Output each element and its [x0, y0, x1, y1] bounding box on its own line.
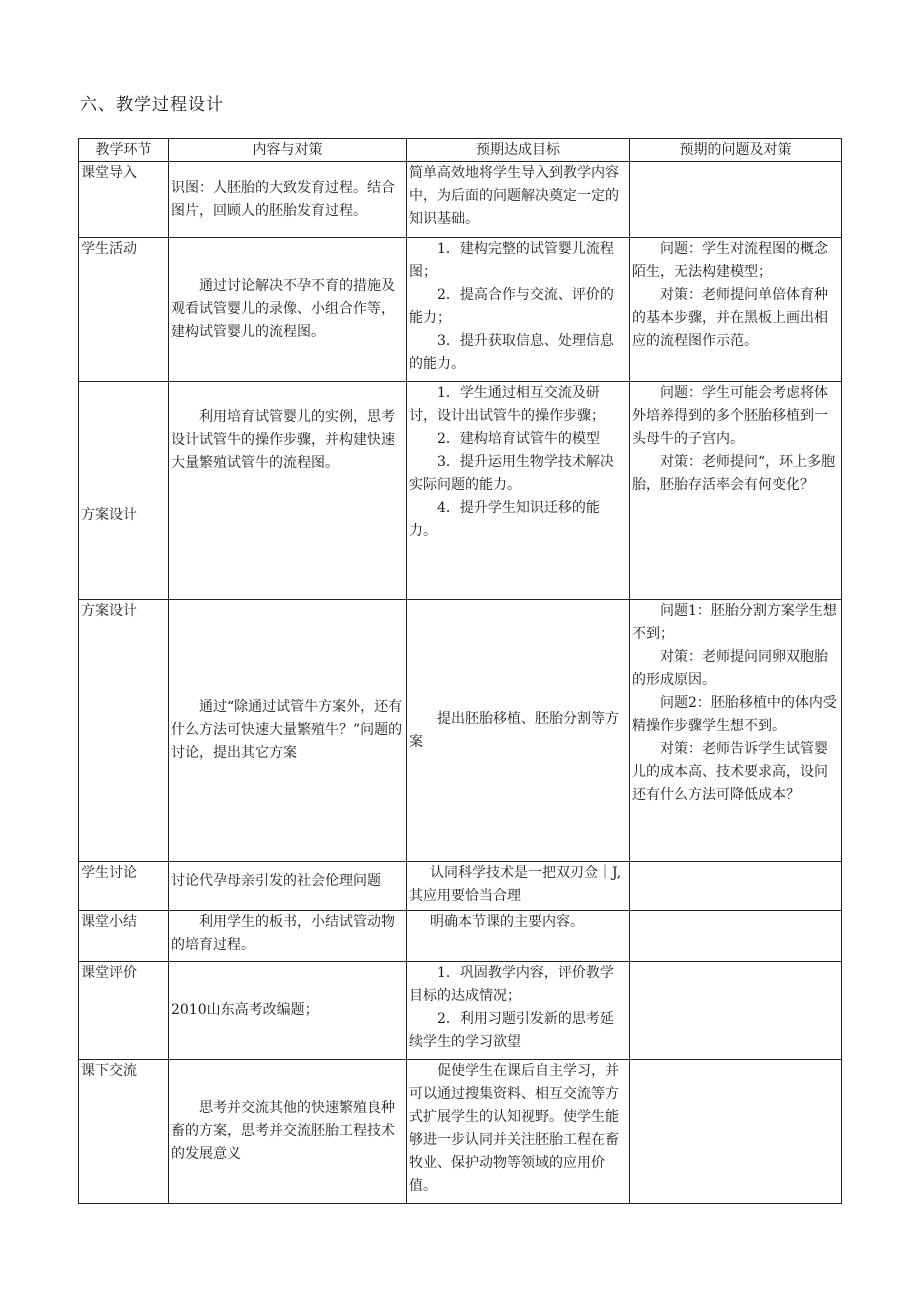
goal-text: 简单高效地将学生导入到教学内容中，为后面的问题解决奠定一定的知识基础。 — [409, 165, 619, 227]
issue-text: 问题2：胚胎移植中的体内受精操作步骤学生想不到。 — [632, 695, 837, 734]
stage-cell: 方案设计 — [79, 382, 169, 600]
goal-text: 促使学生在课后自主学习，并可以通过搜集资料、相互交流等方式扩展学生的认知视野。使学生能够进一步认同并关注胚胎工程在畜牧业、保护动物等领域的应用价值。 — [409, 1063, 619, 1194]
content-cell — [169, 238, 407, 382]
goals-cell — [407, 1060, 630, 1204]
issue-text: 对策：老师提问“，环上多胞胎，胚胎存活率会有何变化？ — [632, 454, 836, 493]
teaching-process-table — [78, 138, 842, 1204]
stage-cell: 课堂小结 — [79, 911, 169, 962]
content-cell — [169, 1060, 407, 1204]
issues-cell — [630, 382, 842, 600]
goals-cell — [407, 862, 630, 911]
content-text: 利用培育试管婴儿的实例，思考设计试管牛的操作步骤，并构建快速大量繁殖试管牛的流程图。 — [171, 409, 395, 471]
goals-cell — [407, 911, 630, 962]
content-cell — [169, 911, 407, 962]
content-text: 2010山东高考改编题； — [171, 1002, 319, 1018]
issue-text: 问题1：胚胎分割方案学生想不到； — [632, 603, 837, 642]
issue-text: 对策：老师提问单倍体育种的基本步骤，并在黑板上画出相应的流程图作示范。 — [632, 287, 828, 349]
goals-cell — [407, 382, 630, 600]
goal-text: 明确本节课的主要内容。 — [430, 914, 584, 930]
goal-text: 1．学生通过相互交流及研讨，设计出试管牛的操作步骤； — [409, 385, 605, 424]
goal-text: 2．建构培育试管牛的模型 — [437, 431, 600, 447]
stage-cell: 课下交流 — [79, 1060, 169, 1204]
table-row — [79, 162, 842, 238]
table-row — [79, 862, 842, 911]
table-row — [79, 1060, 842, 1204]
table-row — [79, 238, 842, 382]
header-content: 内容与对策 — [169, 139, 407, 162]
issues-cell — [630, 911, 842, 962]
content-cell — [169, 862, 407, 911]
goal-text: 2．提高合作与交流、评价的能力； — [409, 287, 614, 326]
issues-cell — [630, 862, 842, 911]
content-cell — [169, 600, 407, 862]
goal-text: 4．提升学生知识迁移的能力。 — [409, 500, 600, 539]
table-row — [79, 962, 842, 1060]
goals-cell — [407, 238, 630, 382]
stage-cell: 学生活动 — [79, 238, 169, 382]
goal-text: 2．利用习题引发新的思考延续学生的学习欲望 — [409, 1011, 614, 1050]
table-header-row — [79, 139, 842, 162]
content-cell — [169, 962, 407, 1060]
header-stage: 教学环节 — [79, 139, 169, 162]
content-cell — [169, 162, 407, 238]
goal-text: 1．建构完整的试管婴儿流程图； — [409, 241, 614, 280]
issue-text: 对策：老师提问同卵双胞胎的形成原因。 — [632, 649, 828, 688]
issue-text: 对策：老师告诉学生试管婴儿的成本高、技术要求高，设问还有什么方法可降低成本？ — [632, 741, 828, 803]
goal-text: 3．提升运用生物学技术解决实际问题的能力。 — [409, 454, 614, 493]
goals-cell — [407, 600, 630, 862]
table-row — [79, 600, 842, 862]
issue-text: 问题：学生可能会考虑将体外培养得到的多个胚胎移植到一头母牛的子宫内。 — [632, 385, 828, 447]
stage-cell: 学生讨论 — [79, 862, 169, 911]
content-text: 识图：人胚胎的大致发育过程。结合图片，回顾人的胚胎发育过程。 — [171, 179, 395, 219]
stage-cell: 课堂评价 — [79, 962, 169, 1060]
content-text: 通过讨论解决不孕不育的措施及观看试管婴儿的录像、小组合作等，建构试管婴儿的流程图。 — [171, 278, 395, 340]
goals-cell — [407, 962, 630, 1060]
goal-text: 提出胚胎移植、胚胎分割等方案 — [409, 710, 619, 750]
content-text: 利用学生的板书，小结试管动物的培育过程。 — [171, 914, 395, 953]
issue-text: 问题：学生对流程图的概念陌生，无法构建模型； — [632, 241, 828, 280]
content-text: 讨论代孕母亲引发的社会伦理问题 — [171, 873, 381, 889]
content-text: 思考并交流其他的快速繁殖良种畜的方案，思考并交流胚胎工程技术的发展意义 — [171, 1100, 395, 1162]
goal-text: 1．巩固教学内容，评价教学目标的达成情况； — [409, 965, 614, 1004]
goal-text: 认同科学技术是一把双刃佥｜J,其应用要恰当合理 — [409, 865, 622, 904]
goals-cell — [407, 162, 630, 238]
issues-cell — [630, 238, 842, 382]
content-cell — [169, 382, 407, 600]
content-text: 通过“除通过试管牛方案外，还有什么方法可快速大量繁殖牛？”问题的讨论，提出其它方案 — [171, 699, 403, 761]
issues-cell — [630, 162, 842, 238]
header-goals: 预期达成目标 — [407, 139, 630, 162]
stage-cell: 方案设计 — [79, 600, 169, 862]
header-issues: 预期的问题及对策 — [630, 139, 842, 162]
issues-cell — [630, 600, 842, 862]
goal-text: 3．提升获取信息、处理信息的能力。 — [409, 333, 614, 372]
issues-cell — [630, 1060, 842, 1204]
table-row — [79, 911, 842, 962]
section-title: 六、教学过程设计 — [80, 95, 224, 115]
stage-cell: 课堂导入 — [79, 162, 169, 238]
issues-cell — [630, 962, 842, 1060]
table-row — [79, 382, 842, 600]
